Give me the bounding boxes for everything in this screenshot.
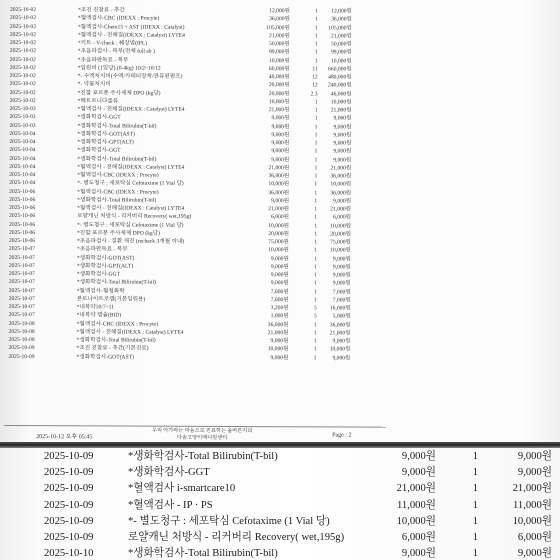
row-quantity: 1: [314, 189, 318, 196]
row-date: 2025-10-04: [9, 130, 36, 137]
row-date: 2025-10-02: [9, 73, 36, 80]
row-unit-price: 9,000원: [270, 338, 289, 345]
row-item: *- 약물처치비: [77, 81, 111, 88]
row-item: *생화학검사-Total Bilirubin(T-bil): [77, 122, 157, 130]
row-quantity: 11: [312, 66, 318, 73]
row-quantity: 1: [314, 99, 318, 106]
row-date: 2025-10-06: [9, 205, 36, 212]
row-amount: 46,000원: [330, 90, 352, 98]
row-item: *혈액검사 - 전해질(IDEXX : Catalyst) LYTE4: [77, 106, 185, 113]
row-item: *생화학검사-GGT: [77, 114, 121, 121]
row-date: 2025-10-09: [44, 483, 94, 495]
row-item: *생화학검사-GGT: [76, 271, 121, 278]
row-date: 2025-10-08: [8, 320, 35, 327]
row-quantity: 1: [315, 16, 318, 23]
page-number: Page : 2: [332, 432, 352, 439]
row-date: 2025-10-04: [9, 163, 36, 170]
row-date: 2025-10-04: [9, 172, 36, 179]
row-item: *- 별도청구 : 세포탁심 Cefotaxime (1 Vial 당): [77, 221, 184, 229]
row-date: 2025-10-07: [8, 246, 36, 253]
row-date: 2025-10-09: [44, 499, 94, 511]
row-item: *생화학검사-Total Bilirubin(T-bil): [76, 337, 156, 344]
row-date: 2025-10-09: [44, 532, 94, 543]
row-quantity: 1: [472, 532, 478, 543]
row-unit-price: 9,000원: [271, 156, 290, 163]
row-quantity: 1: [314, 123, 318, 130]
row-quantity: 1: [314, 214, 318, 221]
row-item: *혈액검사-Chem15 + AST (IDEXX : Catalyst): [77, 23, 185, 31]
row-date: 2025-10-07: [8, 312, 35, 319]
row-quantity: 1: [314, 148, 318, 155]
row-quantity: 1: [314, 264, 317, 271]
row-unit-price: 75,000원: [268, 239, 289, 246]
row-item: *초음파검사 - 복부(전체 full ab ): [77, 48, 155, 55]
row-amount: 7,000원: [332, 297, 351, 304]
row-item: *- 별도청구 : 세포탁심 Cefotaxime (1 Vial 당): [128, 515, 330, 527]
row-item: *혈액검사-CBC (IDEXX : Procyte): [76, 320, 159, 328]
row-date: 2025-10-02: [9, 97, 36, 104]
row-quantity: 1: [314, 247, 317, 254]
row-quantity: 5: [313, 305, 317, 312]
row-date: 2025-10-04: [9, 180, 36, 187]
row-unit-price: 36,000원: [268, 173, 290, 180]
row-date: 2025-10-04: [9, 147, 36, 154]
row-unit-price: 9,000원: [270, 272, 289, 279]
row-unit-price: 10,000원: [268, 181, 290, 188]
row-amount: 6,000원: [333, 214, 352, 221]
row-quantity: 1: [314, 198, 318, 205]
row-amount: 9,000원: [332, 338, 351, 345]
row-date: 2025-10-09: [8, 353, 35, 360]
row-item: *생화학검사-GPT(ALT): [76, 263, 134, 270]
clinic-footer-message: [122, 428, 282, 442]
row-unit-price: 9,000원: [271, 140, 290, 147]
row-quantity: 1: [314, 165, 318, 172]
row-item: *초음파검사 - 질환 재진 (recheck 3개월 이내): [76, 238, 185, 245]
row-amount: 9,000원: [332, 272, 351, 279]
row-unit-price: 10,000원: [268, 247, 289, 254]
row-quantity: 1: [315, 33, 318, 40]
row-amount: 105,000원: [328, 24, 352, 32]
footer-message-line1: 우리 아가라는 마음으로 진료하는 올바른지의: [151, 427, 253, 435]
row-unit-price: 9,000원: [271, 115, 290, 122]
row-unit-price: 10,000원: [396, 515, 436, 527]
row-quantity: 1: [315, 41, 318, 48]
row-quantity: 1: [472, 483, 478, 495]
row-quantity: 1: [314, 239, 317, 246]
row-date: 2025-10-02: [9, 7, 37, 14]
row-item: 본토나이트로캡(기본입원용): [76, 296, 146, 303]
row-quantity: 1: [314, 49, 318, 56]
row-amount: 9,000원: [333, 156, 352, 164]
row-unit-price: 3,200원: [270, 305, 289, 312]
row-unit-price: 12,000원: [269, 8, 290, 15]
row-unit-price: 20,000원: [268, 230, 290, 237]
row-amount: 10,000원: [330, 99, 352, 106]
row-quantity: 1: [314, 255, 317, 262]
row-date: 2025-10-02: [9, 81, 36, 88]
row-amount: 21,000원: [329, 330, 351, 337]
row-amount: 9,000원: [517, 451, 552, 462]
row-item: *초음파판독료 - 복부: [77, 56, 129, 64]
row-amount: 21,000원: [331, 33, 352, 40]
row-quantity: 1: [314, 222, 318, 229]
row-unit-price: 9,000원: [271, 148, 290, 155]
row-unit-price: 105,000원: [266, 24, 290, 31]
row-date: 2025-10-03: [9, 114, 36, 121]
row-quantity: 1: [313, 297, 317, 304]
row-amount: 9,000원: [332, 255, 351, 263]
row-amount: 10,000원: [512, 515, 552, 527]
row-item: *생화학검사-Total Bilirubin(T-bil): [77, 197, 157, 204]
row-quantity: 1: [314, 57, 318, 64]
row-quantity: 1: [313, 346, 317, 353]
row-unit-price: 10,000원: [268, 98, 290, 105]
row-unit-price: 36,000원: [268, 189, 290, 196]
row-amount: 21,000원: [330, 206, 352, 213]
row-item: *생화학검사-GOT(AST): [77, 131, 135, 138]
row-unit-price: 9,000원: [401, 467, 436, 479]
row-unit-price: 21,000원: [268, 206, 290, 213]
row-unit-price: 9,000원: [270, 263, 289, 270]
row-unit-price: 21,000원: [268, 107, 290, 114]
row-item: *- 별도청구 : 세포탁심 Cefotaxime (1 Vial 당): [77, 180, 184, 188]
row-item: *초음파판독료 - 복부: [76, 246, 128, 253]
row-unit-price: 20,000원: [268, 82, 290, 89]
row-date: 2025-10-04: [9, 155, 36, 162]
row-unit-price: 1,000원: [270, 313, 289, 320]
table-row: [2, 352, 382, 362]
row-amount: 240,000원: [328, 82, 352, 89]
row-amount: 9,000원: [517, 467, 552, 479]
row-amount: 9,000원: [332, 280, 351, 287]
row-item: *생화학검사-GGT: [128, 467, 210, 479]
row-amount: 9,000원: [333, 148, 352, 155]
invoice-table-upper: [4, 3, 384, 362]
row-item: *진할 포르푼 주사제제 DPO (kg당): [77, 89, 161, 97]
row-date: 2025-10-02: [9, 89, 36, 96]
row-item: *조진 진찰료 - 추간(기본진료): [76, 345, 149, 352]
row-item: *혈액검사 - IP · PS: [128, 499, 213, 511]
row-date: 2025-10-09: [8, 345, 35, 352]
row-quantity: 2.3: [310, 90, 318, 97]
row-amount: 12,000원: [331, 8, 352, 15]
row-quantity: 1: [314, 272, 317, 279]
row-quantity: 1: [472, 451, 478, 462]
row-item: *메트로니다졸류: [77, 98, 119, 105]
row-date: 2025-10-07: [8, 304, 35, 311]
row-quantity: 1: [314, 132, 318, 139]
row-item: *입원비 (1일당) (0-4kg) 10/2~10/12: [77, 65, 161, 72]
row-quantity: 1: [313, 354, 317, 361]
row-unit-price: 9,000원: [401, 548, 436, 560]
row-unit-price: 9,000원: [270, 354, 289, 361]
row-amount: 50,000원: [331, 41, 352, 48]
row-amount: 9,000원: [332, 354, 351, 362]
row-amount: 9,000원: [333, 132, 352, 139]
row-quantity: 1: [472, 467, 478, 479]
row-amount: 21,000원: [330, 165, 352, 172]
row-date: 2025-10-06: [9, 196, 36, 203]
row-amount: 5,000원: [332, 313, 351, 320]
row-quantity: 1: [313, 338, 317, 345]
row-item: *- 수액처치비(수액/카테터장착/관류펀펌프): [77, 73, 183, 80]
row-date: 2025-10-02: [9, 15, 37, 22]
row-date: 2025-10-08: [8, 328, 35, 335]
row-amount: 10,000원: [330, 181, 352, 188]
row-amount: 10,000원: [330, 57, 352, 65]
row-unit-price: 36,000원: [267, 321, 289, 328]
row-date: 2025-10-07: [8, 254, 36, 261]
row-quantity: 1: [314, 115, 318, 122]
row-amount: 21,000원: [330, 107, 352, 114]
row-quantity: 1: [313, 330, 317, 337]
row-quantity: 1: [314, 173, 318, 180]
row-quantity: 1: [472, 548, 478, 560]
row-quantity: 1: [314, 140, 318, 147]
row-item: *내복약 캡슐(BID): [76, 312, 122, 319]
row-unit-price: 9,000원: [401, 451, 436, 462]
row-date: 2025-10-07: [8, 279, 35, 286]
row-date: 2025-10-07: [8, 271, 35, 278]
table-row: [0, 545, 560, 560]
row-item: *생화학검사-Total Bilirubin(T-bil): [77, 155, 157, 163]
row-amount: 9,000원: [333, 140, 352, 147]
row-date: 2025-10-07: [8, 262, 35, 269]
row-amount: 16,000원: [329, 305, 351, 312]
row-quantity: 1: [313, 280, 317, 287]
row-date: 2025-10-06: [8, 229, 36, 236]
row-item: *생화학검사-Total Bilirubin(T-bil): [76, 279, 156, 286]
row-amount: 36,000원: [330, 189, 352, 197]
row-amount: 9,000원: [333, 115, 352, 122]
row-quantity: 1: [314, 231, 318, 238]
row-date: 2025-10-07: [8, 295, 35, 302]
row-quantity: 1: [472, 515, 478, 527]
row-item: *생화학검사-Total Bilirubin(T-bil): [128, 548, 278, 560]
row-item: 로얄캐닌 처방식 - 리커버리 Recovery( wet,195g): [77, 213, 192, 221]
row-unit-price: 60,000원: [268, 65, 290, 72]
row-quantity: 5: [313, 313, 317, 320]
row-date: 2025-10-10: [44, 548, 94, 560]
row-date: 2025-10-02: [9, 40, 36, 47]
row-item: *생화학검사-GOT(AST): [76, 353, 134, 361]
row-unit-price: 7,000원: [270, 288, 289, 295]
row-date: 2025-10-02: [9, 48, 36, 55]
row-quantity: 1: [315, 24, 318, 31]
row-amount: 20,000원: [330, 231, 352, 238]
row-unit-price: 9,000원: [271, 197, 290, 204]
row-amount: 9,000원: [332, 264, 351, 271]
row-date: 2025-10-06: [8, 238, 36, 245]
row-amount: 10,000원: [329, 346, 351, 353]
row-item: *진할 포르푼 주사제제 DPO (kg당): [76, 230, 160, 237]
row-quantity: 1: [313, 321, 317, 328]
row-item: *혈액검사-CBC (IDEXX : Procyte): [77, 188, 159, 196]
row-quantity: 1: [314, 206, 318, 213]
row-amount: 11,000원: [513, 499, 552, 511]
row-date: 2025-10-09: [44, 467, 94, 479]
row-amount: 480,000원: [328, 74, 352, 81]
row-quantity: 12: [312, 74, 318, 81]
row-item: *혈액검사 - 전해질(IDEXX : Catalyst) LYTE4: [77, 205, 185, 212]
row-date: 2025-10-09: [44, 515, 94, 527]
row-date: 2025-10-07: [8, 287, 35, 294]
row-amount: 36,000원: [329, 321, 351, 329]
row-unit-price: 6,000원: [271, 214, 290, 221]
row-item: *혈액검사 - 전해질(IDEXX : Catalyst) LYTE4: [76, 329, 184, 336]
row-amount: 36,000원: [331, 16, 352, 23]
row-amount: 10,000원: [330, 222, 352, 230]
invoice-page-lower: [0, 448, 560, 560]
row-amount: 99,000원: [330, 49, 352, 56]
printed-timestamp: 2025-10-12 오후 05:45: [36, 434, 93, 441]
row-date: 2025-10-06: [9, 213, 36, 220]
row-unit-price: 7,000원: [270, 296, 289, 303]
row-item: *생화학검사-GOT(AST): [76, 254, 135, 262]
row-amount: 9,000원: [333, 198, 352, 205]
row-date: 2025-10-04: [9, 139, 36, 146]
row-unit-price: 9,000원: [270, 280, 289, 287]
row-item: *혈액검사 - 전해질(IDEXX : Catalyst) LYTE4: [77, 164, 185, 171]
row-item: *키트 - V-check : 췌장염(fPL): [77, 40, 148, 47]
row-quantity: 1: [314, 181, 318, 188]
row-item: 로얄캐닌 처방식 - 리커버리 Recovery( wet,195g): [128, 532, 345, 543]
row-date: 2025-10-03: [9, 122, 36, 129]
row-item: *혈액검사-혈청화학: [76, 287, 125, 295]
row-quantity: 1: [472, 499, 478, 511]
row-date: 2025-10-02: [9, 56, 36, 63]
row-amount: 75,000원: [330, 239, 351, 246]
row-date: 2025-10-06: [9, 221, 36, 228]
row-item: *혈액검사-CBC (IDEXX : Procyte): [77, 172, 159, 179]
row-item: *혈액검사 i-smartcare10: [128, 483, 236, 495]
row-amount: 21,000원: [512, 483, 552, 495]
row-quantity: 12: [312, 82, 318, 89]
row-unit-price: 9,000원: [270, 255, 289, 262]
row-date: 2025-10-08: [8, 337, 35, 344]
row-date: 2025-10-02: [9, 23, 37, 30]
row-quantity: 1: [313, 288, 317, 295]
row-unit-price: 10,000원: [268, 57, 290, 64]
row-unit-price: 50,000원: [269, 41, 290, 48]
row-item: *혈액검사-CBC (IDEXX : Procyte): [77, 15, 160, 22]
row-unit-price: 10,000원: [268, 222, 290, 229]
footer-message-line2: 다솜고양이메디컬센터: [177, 434, 228, 441]
row-amount: 9,000원: [333, 123, 352, 131]
row-unit-price: 21,000원: [396, 483, 436, 495]
row-unit-price: 9,000원: [271, 123, 290, 130]
row-amount: 7,000원: [332, 288, 351, 296]
row-date: 2025-10-02: [9, 64, 36, 71]
row-amount: 9,000원: [517, 548, 552, 560]
row-amount: 660,000원: [328, 66, 352, 73]
row-unit-price: 21,000원: [269, 32, 290, 39]
row-amount: 36,000원: [330, 173, 352, 180]
row-item: *혈액검사 - 전해질(IDEXX : Catalyst) LYTE4: [77, 32, 185, 39]
row-item: *생화학검사-GPT(ALT): [77, 139, 134, 146]
row-amount: 10,000원: [330, 247, 351, 254]
row-date: 2025-10-09: [44, 451, 94, 462]
row-amount: 6,000원: [517, 532, 552, 543]
row-item: *생화학검사-Total Bilirubin(T-bil): [128, 451, 278, 462]
row-unit-price: 36,000원: [269, 16, 290, 23]
row-unit-price: 6,000원: [401, 532, 436, 543]
row-quantity: 1: [315, 8, 318, 15]
row-unit-price: 99,000원: [268, 49, 290, 56]
row-date: 2025-10-02: [9, 31, 36, 38]
row-quantity: 1: [314, 107, 318, 114]
row-item: *내복약10/7~11: [76, 304, 115, 311]
row-date: 2025-10-06: [9, 188, 36, 195]
row-unit-price: 9,000원: [271, 131, 290, 138]
row-unit-price: 21,000원: [267, 329, 289, 336]
row-unit-price: 40,000원: [268, 74, 290, 81]
row-item: *생화학검사-GGT: [77, 147, 121, 154]
row-unit-price: 21,000원: [268, 164, 290, 171]
row-quantity: 1: [314, 156, 318, 163]
row-unit-price: 20,000원: [268, 90, 290, 97]
row-unit-price: 10,000원: [267, 346, 289, 353]
row-unit-price: 11,000원: [397, 499, 436, 511]
row-item: *조진 진찰료 - 추간: [77, 7, 125, 14]
invoice-sheet: [2, 3, 384, 441]
row-date: 2025-10-03: [9, 106, 36, 113]
